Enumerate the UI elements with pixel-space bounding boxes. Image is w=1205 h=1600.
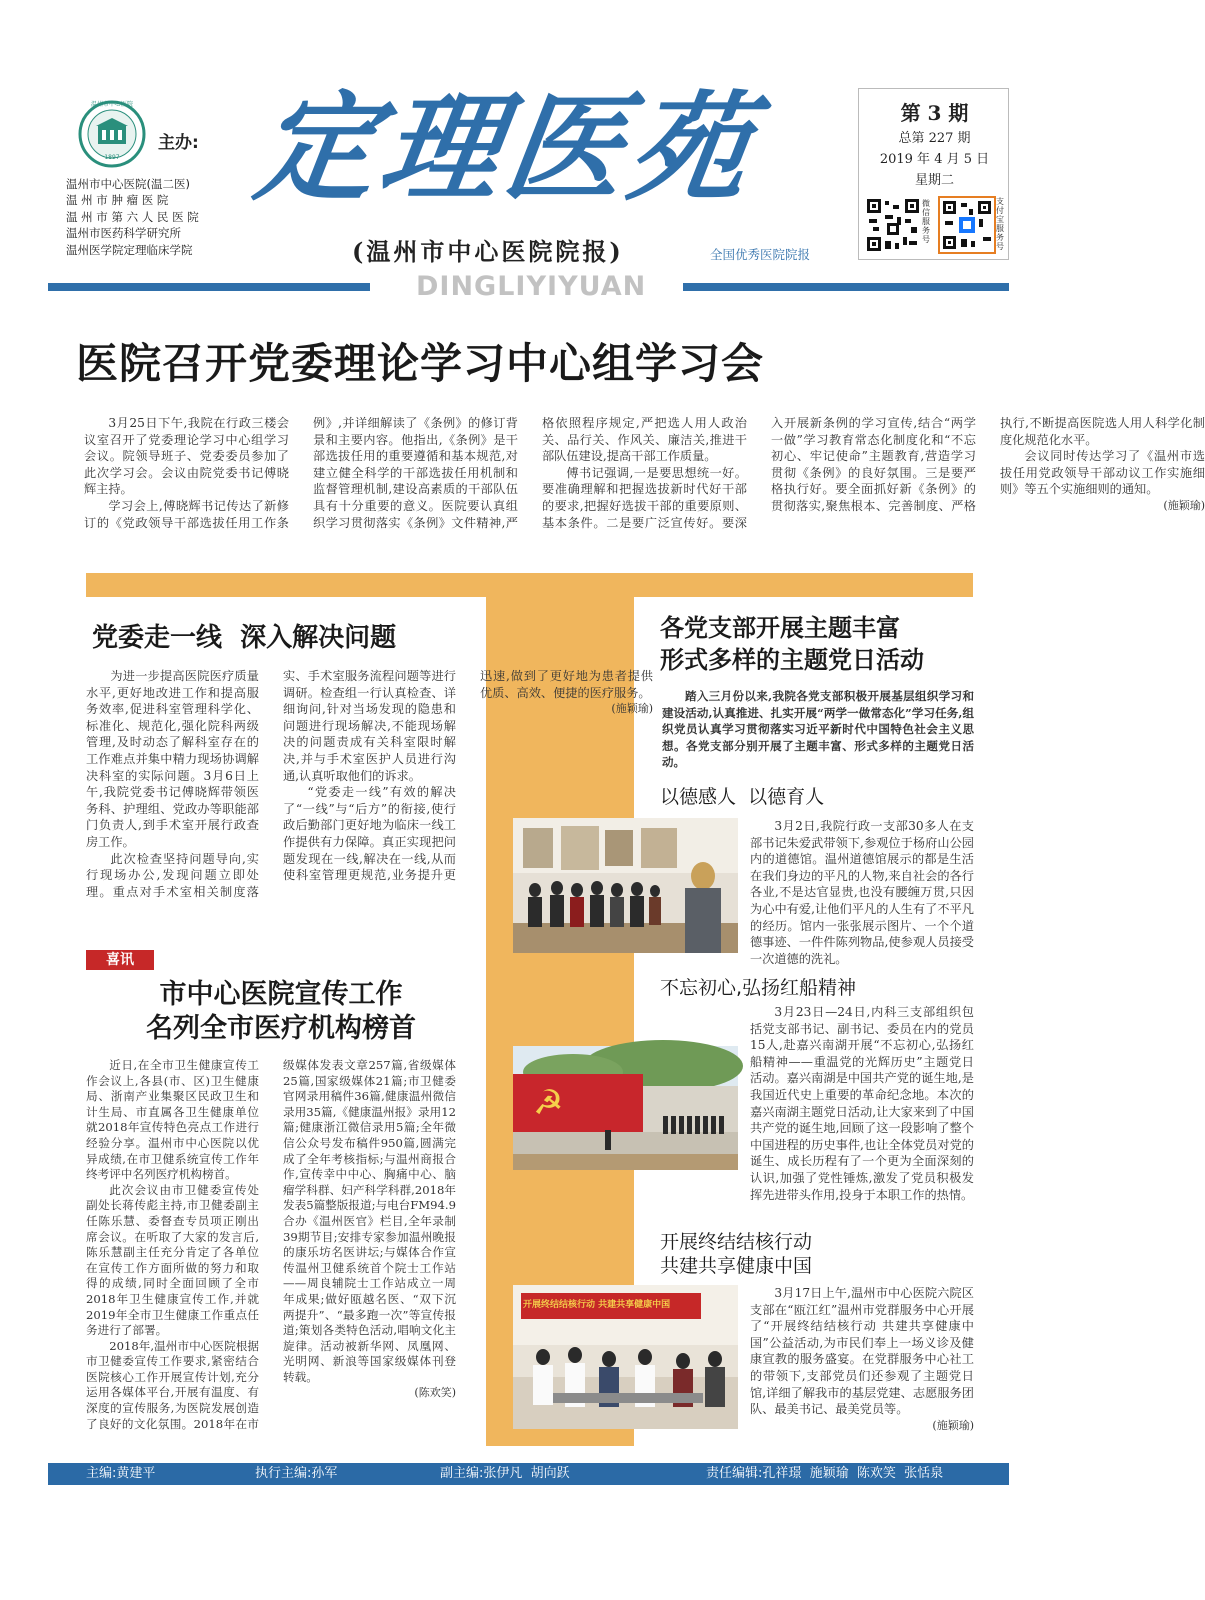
issue-weekday: 星期二 [914, 173, 954, 188]
section2-body [750, 1004, 974, 1203]
right-intro [662, 688, 974, 771]
issue-box [858, 88, 1009, 260]
right-intro-text: 踏入三月份以来,我院各党支部积极开展基层组织学习和建设活动,认真推进、扎实开展“两学一做常态化”学习任务,组织党员认真学习贯彻落实习近平新时代中国特色社会主义思想。各党支部分别开展了主题丰富、形式多样的主题党日活动。 [662, 689, 974, 769]
lead-body [84, 415, 1205, 543]
right-author: (施颖瑜) [932, 1418, 974, 1432]
campaign-banner-text: 开展终结结核行动 共建共享健康中国 [523, 1300, 671, 1310]
article2-paragraph: 近日,在全市卫生健康宣传工作会议上,各县(市、区)卫生健康局、浙南产业集聚区民政卫生和计生局、市直属各卫生健康单位就2018年宣传特色亮点工作进行经验分享。温州市中心医院以优异成绩,在市卫健系统宣传工作年终考评中名列医疗机构榜首。 [86, 1058, 259, 1182]
newspaper-title: 定理医苑 [248, 78, 764, 217]
newspaper-subtitle: (温州市中心医院院报) [352, 237, 624, 266]
article1-headline: 党委走一线 深入解决问题 [92, 623, 397, 653]
section3-title-line2: 共建共享健康中国 [660, 1255, 813, 1277]
alipay-qr-code[interactable] [939, 197, 995, 253]
footer-bar [48, 1463, 1009, 1485]
logo-text: 温州市中心医院 [90, 101, 133, 108]
right-headline-line1: 各党支部开展主题丰富 [660, 614, 900, 642]
lead-paragraph: 学习会上,傅晓辉书记传达了新修订的《党政领导干部选拔任用工作条例》,并详细解读了《条例》的修订背景和主要内容。他指出,《条例》是干部选拔任用的重要遵循和基本规范,对建立健全科学的干部选拔任用机制和监督管理机制,建设高素质的干部队伍具有十分重要的意义。医院要认真组织学习贯彻落实《条例》文件精神,严格依照程序规定,严把选人用人政治关、品行关、作风关、廉洁关,推进干部队伍建设,提高干部工作质量。 [84, 416, 747, 530]
organizer: 温 州 市 第 六 人 民 医 院 [66, 209, 199, 224]
award-note: 全国优秀医院院报 [710, 247, 811, 262]
article1-author: (施颖瑜) [611, 702, 653, 716]
footer-exec-editor: 执行主编:孙军 [255, 1466, 338, 1481]
article1-body [86, 668, 653, 913]
lead-paragraph: 会议同时传达学习了《温州市选拔任用党政领导干部动议工作实施细则》等五个实施细则的通知。 [1000, 449, 1205, 497]
article2-body [86, 1058, 456, 1444]
article2-headline-line1: 市中心医院宣传工作 [159, 979, 403, 1010]
news-tag: 喜讯 [86, 950, 154, 970]
footer-chief-editor: 主编:黄建平 [86, 1466, 156, 1481]
pinyin-title: DINGLIYIYUAN [416, 271, 647, 302]
section2-title: 不忘初心,弘扬红船精神 [660, 977, 857, 999]
section3-body [750, 1285, 974, 1434]
rule-right [683, 283, 1009, 291]
article1-paragraph: 为进一步提高医院医疗质量水平,更好地改进工作和提高服务效率,促进科室管理科学化、标准化、规范化,强化院科两级管理,及时动态了解科室存在的工作难点并集中精力现场协调解决科室的实际问题。3月6日上午,我院党委书记傅晓辉带领医务科、护理组、党政办等职能部门负责人,到手术室开展行政查房工作。 [86, 669, 259, 849]
article2-paragraph: 此次会议由市卫健委宣传处副处长蒋传彪主持,市卫健委副主任陈乐慧、委督查专员项正刚出席会议。在听取了大家的发言后,陈乐慧副主任充分肯定了各单位在宣传工作方面所做的努力和取得的成绩,同时全面回顾了全市2018年卫生健康宣传工作,并就2019年全市卫生健康工作重点任务进行了部署。 [86, 1182, 259, 1338]
rule-left [48, 283, 370, 291]
article1-paragraph: 此次检查坚持问题导向,实行现场办公,发现问题立即处理。重点对手术室相关制度落实、手术室服务流程问题等进行调研。检查组一行认真检查、详细询问,针对当场发现的隐患和问题进行现场解决,不能现场解决的问题责成有关科室限时解决,并与手术室医护人员进行沟通,认真听取他们的诉求。 [86, 669, 456, 899]
section1-text: 3月2日,我院行政一支部30多人在支部书记朱爱武带领下,参观位于杨府山公园内的道德馆。温州道德馆展示的都是生活在我们身边的平凡的人物,来自社会的各行各业,不是达官显贵,也没有腰缠万贯,只因为心中有爱,让他们平凡的人生有了不平凡的经历。馆内一张张展示图片、一个个道德事迹、一件件陈列物品,使参观人员接受一次道德的洗礼。 [750, 819, 974, 966]
lead-headline: 医院召开党委理论学习中心组学习会 [76, 339, 765, 388]
footer-deputy-editor: 副主编:张伊凡 胡向跃 [440, 1466, 570, 1481]
article2-paragraph: 2018年,温州市中心医院根据市卫健委宣传工作要求,紧密结合医院核心工作开展宣传计划,充分运用各媒体平台,开展有温度、有深度的宣传服务,为医院发展创造了良好的文化氛围。2018年在市级媒体发表文章257篇,省级媒体25篇,国家级媒体21篇;市卫健委官网录用稿件36篇,健康温州微信录用35篇,《健康温州报》录用12篇;健康浙江微信录用5篇;全年微信公众号发布稿件950篇,圆满完成了全年考核指标;与温州商报合作,宣传幸中中心、胸痛中心、脑瘤学科群、妇产科学科群,2018年发表5篇整版报道;与电台FM94.9合办《温州医官》栏目,全年录制39期节目;安排专家参加温州晚报的康乐坊名医讲坛;与媒体合作宣传温州卫健系统首个院士工作站——周良辅院士工作站成立一周年成果;做好瓯越名医、“双下沉 两提升”、“最多跑一次”等宣传报道;策划各类特色活动,唱响文化主旋律。活动被新华网、凤凰网、光明网、新浪等国家级媒体刊登转载。 [86, 1058, 456, 1431]
article1-paragraph: “党委走一线”有效的解决了“一线”与“后方”的衔接,使行政后勤部门更好地为临床一线工作提供有力保障。真正实现把问题发现在一线,解决在一线,从而使科室管理更规范,业务提升更迅速,做到了更好地为患者提供优质、高效、便捷的医疗服务。 [283, 669, 653, 883]
wechat-qr-code[interactable] [865, 197, 921, 253]
host-label: 主办: [158, 133, 199, 153]
issue-number: 第 3 期 [900, 101, 969, 125]
masthead [0, 0, 1097, 300]
logo-year: 1897 [104, 154, 120, 161]
lead-author: (施颖瑜) [1163, 498, 1205, 512]
issue-date: 2019 年 4 月 5 日 [879, 152, 990, 167]
total-issue: 总第 227 期 [898, 131, 971, 146]
organizer: 温州市中心医院(温二医) [66, 177, 190, 191]
photo-red-boat-memorial [513, 1046, 738, 1170]
organizer: 温州医学院定理临床学院 [66, 242, 193, 257]
section3-title-line1: 开展终结结核行动 [660, 1231, 813, 1253]
photo-tb-campaign [513, 1285, 738, 1429]
photo-moral-museum [513, 818, 738, 953]
organizer: 温州市医药科学研究所 [66, 226, 181, 241]
museum-visit-illustration [513, 818, 738, 953]
right-headline-line2: 形式多样的主题党日活动 [660, 646, 924, 674]
section2-text: 3月23日—24日,内科三支部组织包括党支部书记、副书记、委员在内的党员15人,赴嘉兴南湖开展“不忘初心,弘扬红船精神——重温党的光辉历史”主题党日活动。嘉兴南湖是中国共产党的诞生地,是我国近代史上重要的革命纪念地。本次的嘉兴南湖主题党日活动,让大家来到了中国共产党的诞生地,回顾了这一段影响了整个中国进程的历史事件,也让全体党员对党的诞生、成长历程有了一个更为全面深刻的认识,加强了党性锤炼,激发了党员积极发挥先进带头作用,投身于本职工作的热情。 [750, 1005, 974, 1202]
lead-paragraph: 傅书记强调,一是要思想统一好。要准确理解和把握选拔新时代好干部的要求,把握好选拔干部的重要原则、基本条件。二是要广泛宣传好。要深入开展新条例的学习宣传,结合“两学一做”学习教育常态化制度化和“不忘初心、牢记使命”主题教育,营造学习贯彻《条例》的良好氛围。三是要严格执行好。要全面抓好新《条例》的贯彻落实,聚焦根本、完善制度、严格执行,不断提高医院选人用人科学化制度化规范化水平。 [542, 416, 1205, 530]
footer-duty-editors: 责任编辑:孔祥璟 施颖瑜 陈欢笑 张恬泉 [706, 1466, 944, 1481]
svg-text:☭: ☭ [533, 1083, 564, 1123]
memorial-visit-illustration [513, 1046, 738, 1170]
section1-title: 以德感人 以德育人 [660, 786, 825, 808]
article2-author: (陈欢笑) [414, 1386, 456, 1400]
organizer-list [66, 176, 199, 258]
section3-text: 3月17日上午,温州市中心医院六院区支部在“瓯江红”温州市党群服务中心开展了“开展终结结核行动 共建共享健康中国”公益活动,为市民们奉上一场义诊及健康宣教的服务盛宴。在党群服务中心社工的带领下,支部党员们还参观了主题党日馆,详细了解我市的基层党建、志愿服务团队、最美书记、最美党员等。 [750, 1286, 974, 1417]
organizer: 温 州 市 肿 瘤 医 院 [66, 193, 169, 208]
alipay-qr-label: 支付宝服务号 [996, 197, 1004, 251]
section1-body [750, 818, 974, 967]
lead-paragraph: 3月25日下午,我院在行政三楼会议室召开了党委理论学习中心组学习会议。院领导班子、党委委员参加了此次学习会。会议由院党委书记傅晓辉主持。 [84, 416, 289, 497]
wechat-qr-label: 微信服务号 [922, 199, 930, 244]
article2-headline-line2: 名列全市医疗机构榜首 [146, 1013, 416, 1044]
